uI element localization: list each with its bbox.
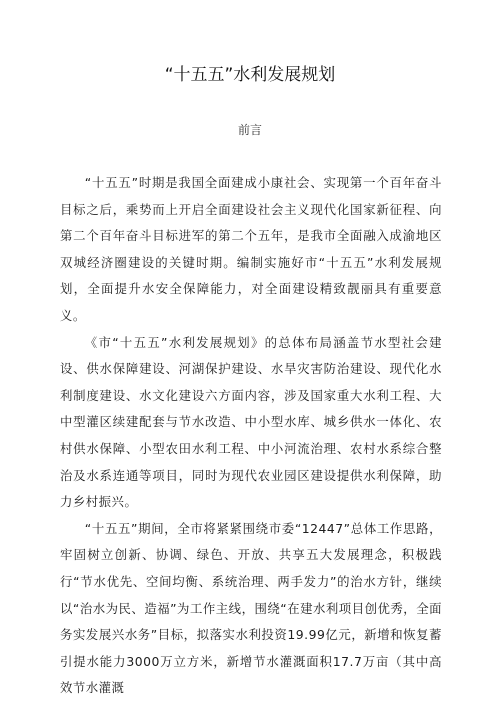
paragraph-1: “十五五”时期是我国全面建成小康社会、实现第一个百年奋斗目标之后，乘势而上开启全面建设社会主义现代化国家新征程、向第二个百年奋斗目标进军的第二个五年，是我市全面融入成渝地区双城经济圈建设的关键时期。编制实施好市“十五五”水利发展规划，全面提升水安全保障能力，对全面建设精致靓丽具有重要意义。 [60, 175, 442, 323]
paragraph-3: “十五五”期间，全市将紧紧围绕市委“12447”总体工作思路，牢固树立创新、协调、绿色、开放、共享五大发展理念，积极践行“节水优先、空间均衡、系统治理、两手发力”的治水方针，继续以“治水为民、造福”为工作主线，围绕“在建水利项目创优秀，全面务实发展兴水务”目标，拟落实水利投资19.99亿元，新增和恢复蓄引提水能力3000万立方米，新增节水灌溉面积17.7万亩（其中高效节水灌溉 [60, 520, 442, 696]
document-body [60, 170, 442, 702]
section-heading-preface: 前言 [237, 123, 262, 137]
document-title: “十五五”水利发展规划 [164, 65, 336, 85]
paragraph-2: 《市“十五五”水利发展规划》的总体布局涵盖节水型社会建设、供水保障建设、河湖保护建设、水旱灾害防治建设、现代化水利制度建设、水文化建设六方面内容，涉及国家重大水利工程、大中型灌区续建配套与节水改造、中小型水库、城乡供水一体化、农村供水保障、小型农田水利工程、中小河流治理、农村水系综合整治及水系连通等项目，同时为现代农业园区建设提供水利保障，助力乡村振兴。 [60, 334, 442, 510]
